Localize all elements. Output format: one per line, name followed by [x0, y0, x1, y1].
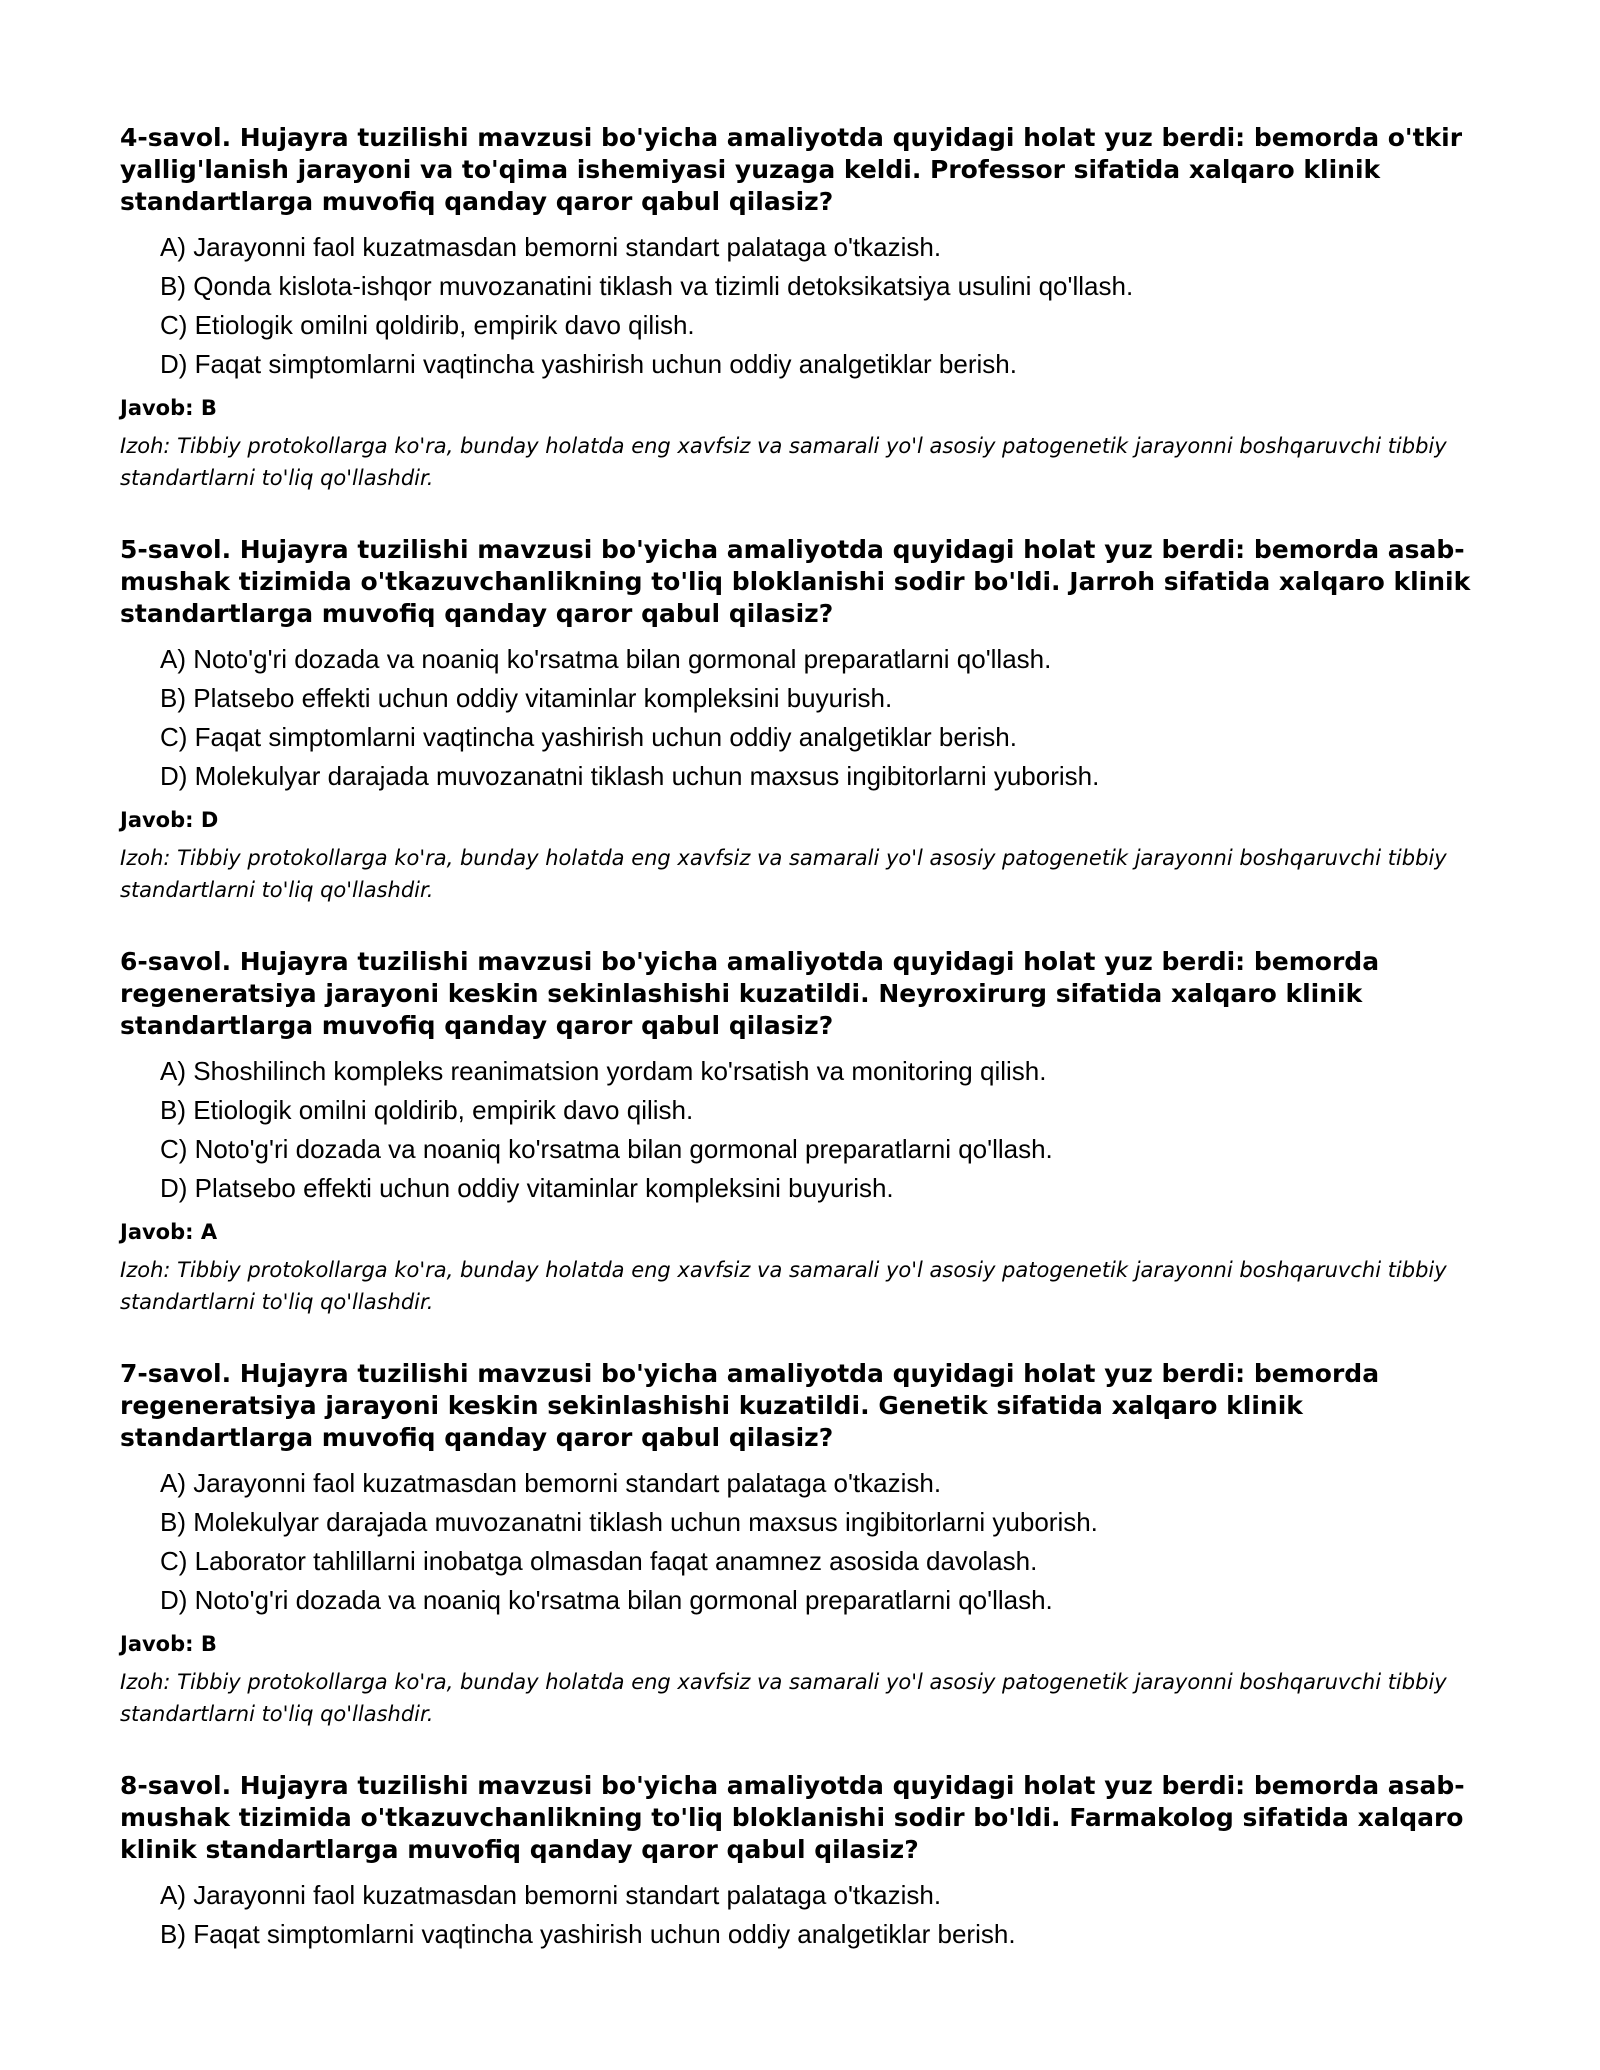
option-d: D) Molekulyar darajada muvozanatni tiklash uchun maxsus ingibitorlarni yuborish. [160, 761, 1100, 791]
option-d: D) Faqat simptomlarni vaqtincha yashirish uchun oddiy analgetiklar berish. [160, 349, 1017, 379]
option-list [120, 228, 1480, 384]
explanation-note: Izoh: Tibbiy protokollarga ko'ra, bunday holatda eng xavfsiz va samarali yo'l asosiy patogenetik jarayonni boshqaruvchi tibbiy standartlarni to'liq qo'llashdir. [120, 434, 1447, 490]
option-list [120, 1052, 1480, 1208]
option-list [120, 1876, 1480, 1954]
question-5 [120, 534, 1480, 906]
explanation-note: Izoh: Tibbiy protokollarga ko'ra, bunday holatda eng xavfsiz va samarali yo'l asosiy patogenetik jarayonni boshqaruvchi tibbiy standartlarni to'liq qo'llashdir. [120, 1258, 1447, 1314]
explanation-note: Izoh: Tibbiy protokollarga ko'ra, bunday holatda eng xavfsiz va samarali yo'l asosiy patogenetik jarayonni boshqaruvchi tibbiy standartlarni to'liq qo'llashdir. [120, 1670, 1447, 1726]
option-a: A) Noto'g'ri dozada va noaniq ko'rsatma bilan gormonal preparatlarni qo'llash. [160, 644, 1052, 674]
answer-label: Javob: A [120, 1220, 218, 1244]
option-c: C) Noto'g'ri dozada va noaniq ko'rsatma bilan gormonal preparatlarni qo'llash. [160, 1134, 1053, 1164]
option-list [120, 640, 1480, 796]
option-b: B) Etiologik omilni qoldirib, empirik davo qilish. [160, 1095, 694, 1125]
option-list [120, 1464, 1480, 1620]
question-title: 6-savol. Hujayra tuzilishi mavzusi bo'yicha amaliyotda quyidagi holat yuz berdi: bemorda regeneratsiya jarayoni keskin sekinlashishi kuzatildi. Neyroxirurg sifatida xalqaro klinik standartlarga muvofiq qanday qaror qabul qilasiz? [120, 947, 1380, 1040]
question-8 [120, 1770, 1480, 1954]
answer-label: Javob: B [120, 396, 217, 420]
question-7 [120, 1358, 1480, 1730]
option-c: C) Faqat simptomlarni vaqtincha yashirish uchun oddiy analgetiklar berish. [160, 722, 1017, 752]
option-b: B) Qonda kislota-ishqor muvozanatini tiklash va tizimli detoksikatsiya usulini qo'llash. [160, 271, 1134, 301]
question-6 [120, 946, 1480, 1318]
option-a: A) Jarayonni faol kuzatmasdan bemorni standart palataga o'tkazish. [160, 1880, 942, 1910]
question-title: 5-savol. Hujayra tuzilishi mavzusi bo'yicha amaliyotda quyidagi holat yuz berdi: bemorda asab-mushak tizimida o'tkazuvchanlikning to'liq bloklanishi sodir bo'ldi. Jarroh sifatida xalqaro klinik standartlarga muvofiq qanday qaror qabul qilasiz? [120, 535, 1471, 628]
option-d: D) Platsebo effekti uchun oddiy vitaminlar kompleksini buyurish. [160, 1173, 894, 1203]
option-a: A) Jarayonni faol kuzatmasdan bemorni standart palataga o'tkazish. [160, 232, 942, 262]
question-title: 4-savol. Hujayra tuzilishi mavzusi bo'yicha amaliyotda quyidagi holat yuz berdi: bemorda o'tkir yallig'lanish jarayoni va to'qima ishemiyasi yuzaga keldi. Professor sifatida xalqaro klinik standartlarga muvofiq qanday qaror qabul qilasiz? [120, 123, 1463, 216]
option-d: D) Noto'g'ri dozada va noaniq ko'rsatma bilan gormonal preparatlarni qo'llash. [160, 1585, 1053, 1615]
answer-label: Javob: D [120, 808, 219, 832]
option-a: A) Shoshilinch kompleks reanimatsion yordam ko'rsatish va monitoring qilish. [160, 1056, 1047, 1086]
option-a: A) Jarayonni faol kuzatmasdan bemorni standart palataga o'tkazish. [160, 1468, 942, 1498]
option-c: C) Etiologik omilni qoldirib, empirik davo qilish. [160, 310, 695, 340]
option-b: B) Faqat simptomlarni vaqtincha yashirish uchun oddiy analgetiklar berish. [160, 1919, 1016, 1949]
answer-label: Javob: B [120, 1632, 217, 1656]
question-title: 8-savol. Hujayra tuzilishi mavzusi bo'yicha amaliyotda quyidagi holat yuz berdi: bemorda asab-mushak tizimida o'tkazuvchanlikning to'liq bloklanishi sodir bo'ldi. Farmakolog sifatida xalqaro klinik standartlarga muvofiq qanday qaror qabul qilasiz? [120, 1771, 1465, 1864]
question-4 [120, 122, 1480, 494]
explanation-note: Izoh: Tibbiy protokollarga ko'ra, bunday holatda eng xavfsiz va samarali yo'l asosiy patogenetik jarayonni boshqaruvchi tibbiy standartlarni to'liq qo'llashdir. [120, 846, 1447, 902]
option-b: B) Platsebo effekti uchun oddiy vitaminlar kompleksini buyurish. [160, 683, 893, 713]
option-b: B) Molekulyar darajada muvozanatni tiklash uchun maxsus ingibitorlarni yuborish. [160, 1507, 1098, 1537]
option-c: C) Laborator tahlillarni inobatga olmasdan faqat anamnez asosida davolash. [160, 1546, 1038, 1576]
question-title: 7-savol. Hujayra tuzilishi mavzusi bo'yicha amaliyotda quyidagi holat yuz berdi: bemorda regeneratsiya jarayoni keskin sekinlashishi kuzatildi. Genetik sifatida xalqaro klinik standartlarga muvofiq qanday qaror qabul qilasiz? [120, 1359, 1380, 1452]
document-page [120, 122, 1480, 1994]
